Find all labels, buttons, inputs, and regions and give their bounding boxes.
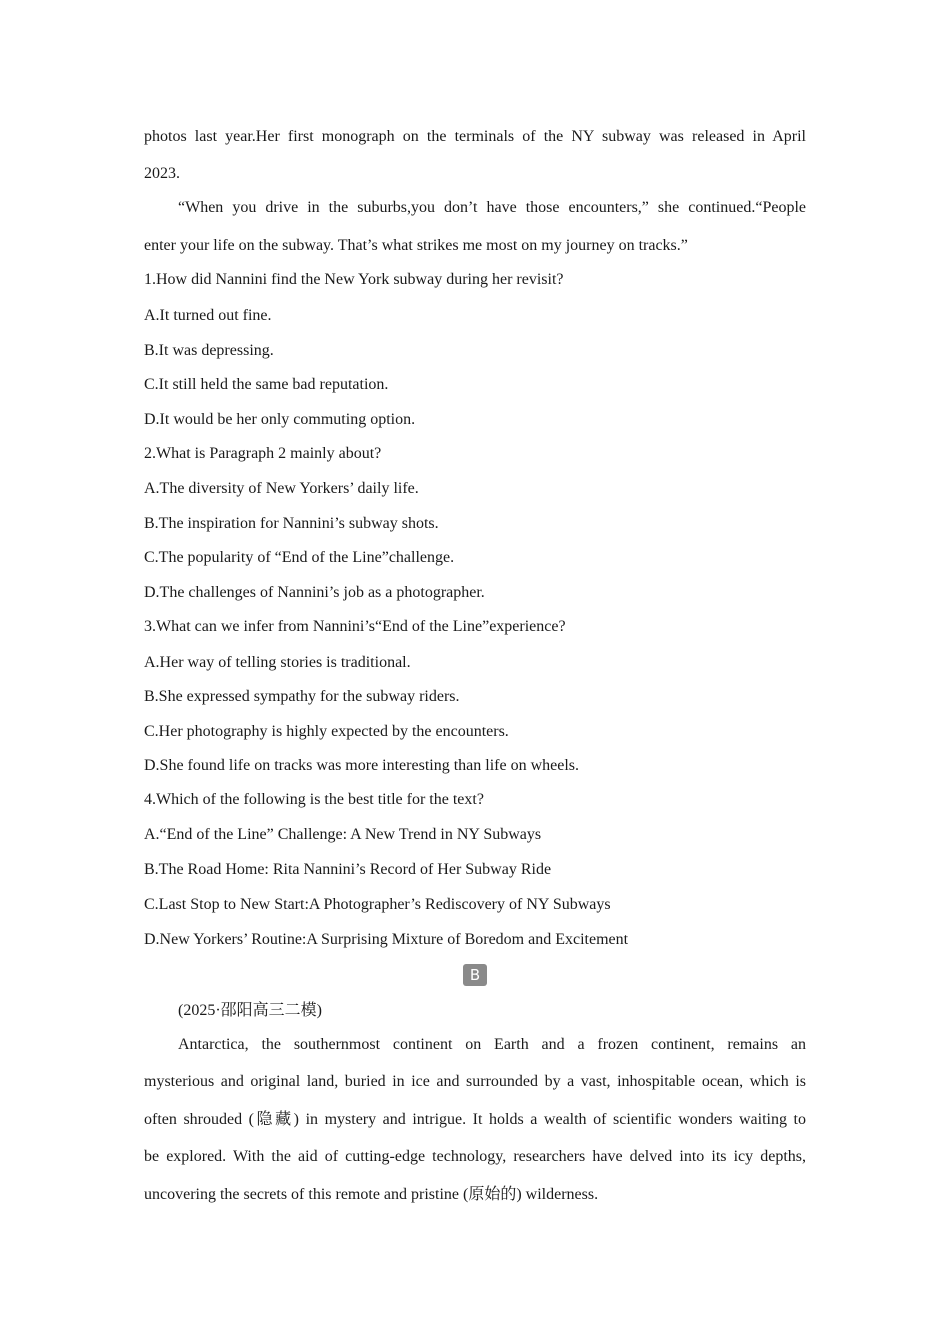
paragraph-line: uncovering the secrets of this remote and pristine (原始的) wilderness.: [144, 1186, 599, 1203]
answer-option: C.Last Stop to New Start:A Photographer’s Rediscovery of NY Subways: [144, 896, 611, 913]
answer-option: B.The Road Home: Rita Nannini’s Record of Her Subway Ride: [144, 861, 552, 878]
question-stem: 4.Which of the following is the best title for the text?: [144, 791, 484, 808]
answer-option: A.Her way of telling stories is traditional.: [144, 654, 411, 671]
answer-option: D.She found life on tracks was more interesting than life on wheels.: [144, 757, 579, 774]
answer-option: C.The popularity of “End of the Line”challenge.: [144, 549, 455, 566]
paragraph-line: 2023.: [144, 165, 180, 182]
answer-option: B.The inspiration for Nannini’s subway shots.: [144, 515, 439, 532]
answer-option: B.It was depressing.: [144, 342, 274, 359]
question-stem: 1.How did Nannini find the New York subway during her revisit?: [144, 271, 564, 288]
answer-option: C.It still held the same bad reputation.: [144, 376, 389, 393]
answer-option: A.It turned out fine.: [144, 307, 272, 324]
question-stem: 2.What is Paragraph 2 mainly about?: [144, 445, 382, 462]
paragraph-line: be explored. With the aid of cutting-edge technology, researchers have delved into its icy depths,: [144, 1148, 806, 1165]
paragraph-line: often shrouded (隐藏) in mystery and intrigue. It holds a wealth of scientific wonders waiting to: [144, 1111, 806, 1128]
source-note: (2025·邵阳高三二模): [178, 1002, 322, 1019]
paragraph-line: “When you drive in the suburbs,you don’t have those encounters,” she continued.“People: [178, 199, 806, 216]
section-b-badge: B: [463, 964, 487, 986]
paragraph-line: enter your life on the subway. That’s what strikes me most on my journey on tracks.”: [144, 237, 688, 254]
answer-option: C.Her photography is highly expected by the encounters.: [144, 723, 509, 740]
answer-option: A.The diversity of New Yorkers’ daily life.: [144, 480, 419, 497]
answer-option: D.It would be her only commuting option.: [144, 411, 416, 428]
answer-option: A.“End of the Line” Challenge: A New Trend in NY Subways: [144, 826, 542, 843]
question-stem: 3.What can we infer from Nannini’s“End of the Line”experience?: [144, 618, 566, 635]
paragraph-line: Antarctica, the southernmost continent on Earth and a frozen continent, remains an: [178, 1036, 806, 1053]
paragraph-line: photos last year.Her first monograph on the terminals of the NY subway was released in April: [144, 128, 806, 145]
answer-option: B.She expressed sympathy for the subway riders.: [144, 688, 460, 705]
answer-option: D.The challenges of Nannini’s job as a photographer.: [144, 584, 485, 601]
paragraph-line: mysterious and original land, buried in ice and surrounded by a vast, inhospitable ocean, which is: [144, 1073, 806, 1090]
answer-option: D.New Yorkers’ Routine:A Surprising Mixture of Boredom and Excitement: [144, 931, 629, 948]
